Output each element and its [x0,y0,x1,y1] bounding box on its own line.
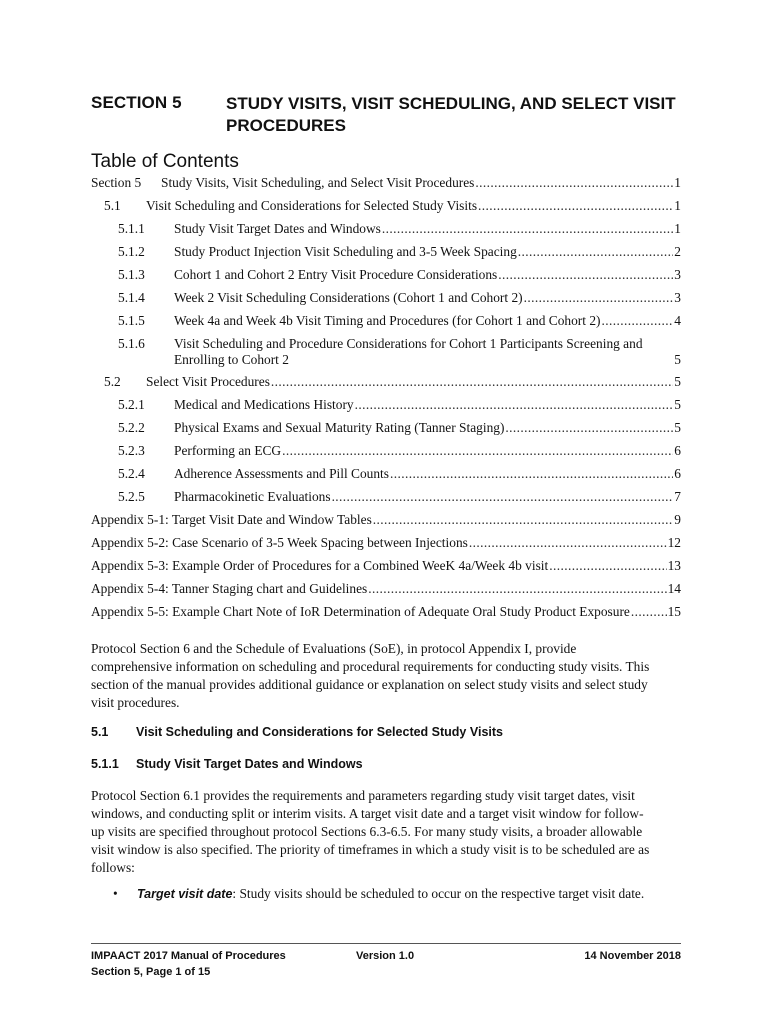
footer-date: 14 November 2018 [584,950,681,962]
toc-leader [549,558,666,574]
toc-entry[interactable] [118,290,681,306]
toc-entry-title: Performing an ECG [174,443,282,458]
toc-entry[interactable] [118,443,681,459]
toc-entry-number: 5.2.2 [118,420,145,435]
section-heading [91,725,503,739]
paragraph-line: section of the manual provides additional guidance or explanation on select study visits and select study [91,677,648,692]
toc-leader [373,512,674,528]
toc-leader [478,198,673,214]
toc-entry-title: Study Visit Target Dates and Windows [174,221,381,236]
toc-entry[interactable] [118,244,681,260]
toc-entry-number: 5.1 [104,198,121,213]
intro-paragraph [91,640,681,712]
toc-entry-title: Visit Scheduling and Procedure Considerations for Cohort 1 Participants Screening and [174,336,643,351]
toc-entry-title: Week 4a and Week 4b Visit Timing and Procedures (for Cohort 1 and Cohort 2) [174,313,601,328]
toc-entry[interactable] [118,489,681,505]
toc-entry-page: 1 [674,198,681,213]
toc-entry-title: Week 2 Visit Scheduling Considerations (Cohort 1 and Cohort 2) [174,290,523,305]
toc-leader [475,175,673,191]
toc-leader [631,604,667,620]
toc-entry-page: 3 [674,290,681,305]
section-title: STUDY VISITS, VISIT SCHEDULING, AND SELECT VISIT PROCEDURES [226,94,676,135]
toc-leader [282,443,673,459]
subsection-heading-text: Study Visit Target Dates and Windows [136,757,363,771]
toc-leader [382,221,673,237]
toc-entry-page: 5 [674,352,681,367]
toc-entry-title: Adherence Assessments and Pill Counts [174,466,389,481]
toc-entry-page: 1 [674,221,681,236]
toc-entry-page: 9 [674,512,681,527]
toc-entry-number: Section 5 [91,175,142,190]
section-heading-text: Visit Scheduling and Considerations for Selected Study Visits [136,725,503,739]
toc-entry[interactable] [118,420,681,436]
toc-leader [498,267,673,283]
toc-entry-title: Appendix 5-2: Case Scenario of 3-5 Week Spacing between Injections [91,535,468,550]
toc-entry-number: 5.1.4 [118,290,145,305]
paragraph-line: Protocol Section 6 and the Schedule of Evaluations (SoE), in protocol Appendix I, provide [91,641,577,656]
toc-entry-page: 13 [667,558,681,573]
toc-entry-title: Appendix 5-1: Target Visit Date and Window Tables [91,512,372,527]
toc-entry-number: 5.2 [104,374,121,389]
toc-leader [390,466,673,482]
toc-entry-page: 2 [674,244,681,259]
subsection-heading-number: 5.1.1 [91,757,119,771]
toc-entry-number: 5.1.3 [118,267,145,282]
footer-version: Version 1.0 [356,950,415,962]
toc-entry-number: 5.1.6 [118,336,145,351]
toc-leader [524,290,674,306]
bullet-text: : Study visits should be scheduled to occur on the respective target visit date. [232,886,645,901]
toc-entry-title: Study Product Injection Visit Scheduling and 3-5 Week Spacing [174,244,517,259]
paragraph-line: visit procedures. [91,695,180,710]
toc-entry[interactable] [104,374,681,390]
footer-page-number: Section 5, Page 1 of 15 [91,966,211,978]
toc-entry-title: Visit Scheduling and Considerations for Selected Study Visits [146,198,478,213]
bullet-icon: • [113,886,118,901]
section-heading-number: 5.1 [91,725,109,739]
toc-entry-page: 5 [674,397,681,412]
toc-entry-page: 14 [667,581,681,596]
toc-entry-number: 5.2.1 [118,397,145,412]
toc-entry[interactable] [91,512,681,528]
toc-entry[interactable] [118,466,681,482]
toc-entry[interactable] [91,581,681,597]
section-label: SECTION 5 [91,93,182,112]
toc-entry-title: Physical Exams and Sexual Maturity Rating (Tanner Staging) [174,420,505,435]
footer-manual-title: IMPAACT 2017 Manual of Procedures [91,950,286,962]
paragraph-line: visit window is also specified. The priority of timeframes in which a study visit is to be scheduled are as [91,842,650,857]
toc-entry-number: 5.1.1 [118,221,145,236]
toc-entry[interactable] [118,313,681,329]
toc-leader [368,581,666,597]
toc-entry-page: 1 [674,175,681,190]
toc-entry-title: Appendix 5-3: Example Order of Procedures for a Combined WeeK 4a/Week 4b visit [91,558,549,573]
toc-entry[interactable] [91,604,681,620]
toc-heading: Table of Contents [91,151,239,172]
footer-rule [91,943,681,944]
toc-leader [332,489,674,505]
toc-entry-number: 5.2.4 [118,466,145,481]
toc-entry-title: Select Visit Procedures [146,374,270,389]
toc-entry[interactable] [118,267,681,283]
toc-entry[interactable] [91,175,681,191]
toc-entry[interactable] [118,336,681,370]
toc-leader [355,397,674,413]
toc-entry-page: 5 [674,420,681,435]
paragraph-line: Protocol Section 6.1 provides the requirements and parameters regarding study visit target dates, visit [91,788,635,803]
toc-entry-title: Medical and Medications History [174,397,354,412]
toc-entry-number: 5.2.3 [118,443,145,458]
subsection-heading [91,757,363,771]
toc-entry-page: 15 [667,604,681,619]
bullet-term: Target visit date [137,887,233,901]
paragraph-line: windows, and conducting split or interim visits. A target visit date and a target visit window for follow- [91,806,644,821]
toc-entry[interactable] [118,221,681,237]
toc-entry[interactable] [91,535,681,551]
paragraph-line: up visits are specified throughout protocol Sections 6.3-6.5. For many study visits, a broader allowable [91,824,643,839]
toc-entry-title: Appendix 5-5: Example Chart Note of IoR Determination of Adequate Oral Study Product Exposure [91,604,630,619]
toc-entry-number: 5.1.2 [118,244,145,259]
toc-entry-page: 6 [674,443,681,458]
toc-entry-number: 5.1.5 [118,313,145,328]
toc-entry-title: Cohort 1 and Cohort 2 Entry Visit Procedure Considerations [174,267,498,282]
toc-entry[interactable] [104,198,681,214]
toc-entry-page: 3 [674,267,681,282]
toc-entry-title: Pharmacokinetic Evaluations [174,489,331,504]
paragraph-line: comprehensive information on scheduling and procedural requirements for conducting study visits. This [91,659,650,674]
toc-entry-title: Appendix 5-4: Tanner Staging chart and Guidelines [91,581,368,596]
toc-leader [469,535,667,551]
toc-entry-page: 12 [667,535,681,550]
toc-entry-page: 5 [674,374,681,389]
toc-entry-title-continued: Enrolling to Cohort 2 [174,352,289,367]
toc-entry-page: 6 [674,466,681,481]
toc-leader [271,374,673,390]
toc-entry-title: Study Visits, Visit Scheduling, and Select Visit Procedures [161,175,475,190]
toc-entry-page: 4 [674,313,681,328]
toc-leader [601,313,673,329]
body-paragraph [91,787,681,877]
toc-leader [518,244,674,260]
toc-entry[interactable] [91,558,681,574]
toc-entry[interactable] [118,397,681,413]
toc-entry-number: 5.2.5 [118,489,145,504]
paragraph-line: follows: [91,860,135,875]
toc-leader [505,420,673,436]
toc-entry-page: 7 [674,489,681,504]
